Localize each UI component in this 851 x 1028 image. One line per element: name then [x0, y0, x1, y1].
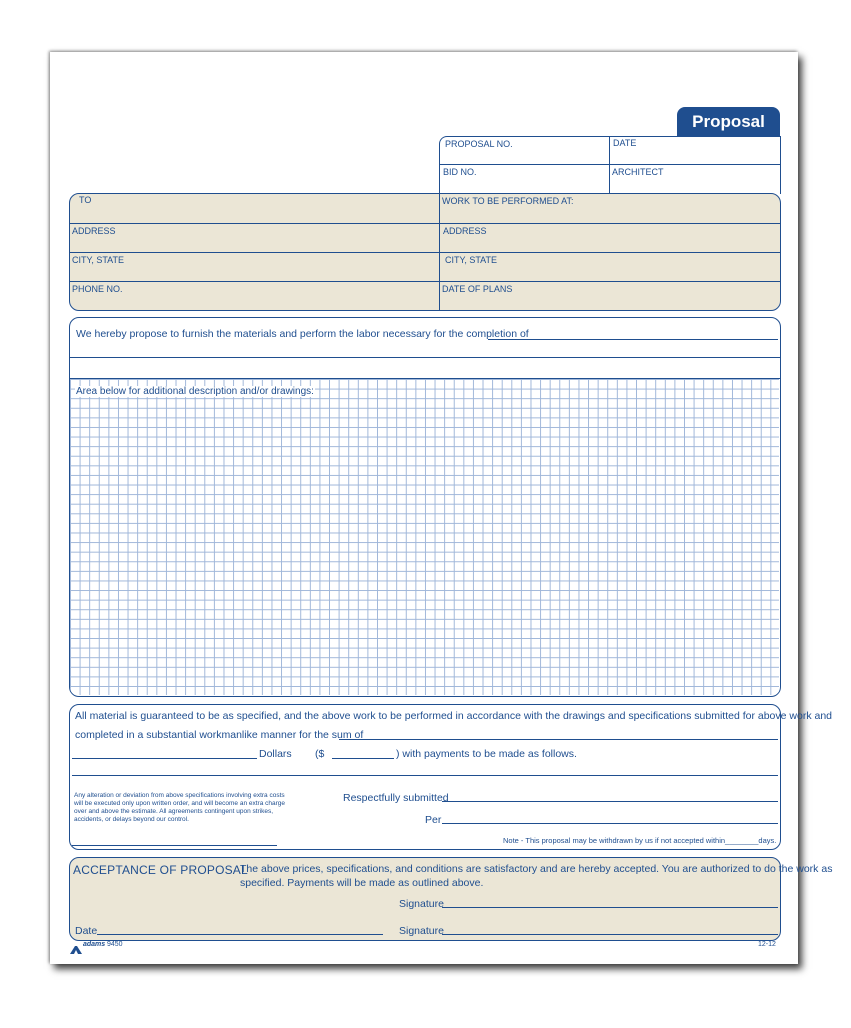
brand-name: adams — [83, 941, 106, 948]
bid-no-field[interactable] — [442, 178, 607, 192]
bid-no-label: BID NO. — [443, 167, 477, 177]
address-row-divider-2 — [69, 252, 781, 253]
proposal-form-sheet — [50, 52, 833, 964]
address-row-divider-1 — [69, 223, 781, 224]
proposal-no-field[interactable] — [442, 150, 607, 163]
form-title-tab: Proposal — [677, 107, 780, 137]
date-of-plans-label: DATE OF PLANS — [442, 284, 513, 294]
per-field[interactable] — [442, 823, 778, 824]
address-row-divider-3 — [69, 281, 781, 282]
description-line-divider — [69, 357, 781, 358]
terms-box — [69, 704, 781, 850]
alteration-fine-print: Any alteration or deviation from above specifications involving extra costs will be executed only upon written order, and will become an extra charge over and above the estimate. All agreements contingent upon strikes, accidents, or delays beyond our control. — [74, 792, 286, 823]
work-address-field[interactable] — [442, 236, 778, 250]
dollar-sign-label: ($ — [315, 748, 325, 760]
phone-field[interactable] — [72, 294, 436, 308]
client-address-label: ADDRESS — [72, 226, 116, 236]
description-box — [69, 317, 781, 697]
signature-1-field[interactable] — [442, 907, 778, 908]
payments-label: ) with payments to be made as follows. — [396, 748, 577, 760]
phone-label: PHONE NO. — [72, 284, 123, 294]
dollar-amount-field[interactable] — [332, 758, 394, 759]
proposal-no-label: PROPOSAL NO. — [445, 139, 513, 149]
date-field[interactable] — [612, 150, 778, 163]
sum-field[interactable] — [339, 739, 778, 740]
dollars-label: Dollars — [259, 748, 292, 760]
signature-2-label: Signature — [399, 925, 444, 937]
work-city-state-label: CITY, STATE — [445, 255, 498, 265]
per-label: Per — [425, 814, 442, 826]
description-intro-text: We hereby propose to furnish the materials and perform the labor necessary for the completion of — [76, 328, 529, 340]
drawing-area-label: Area below for additional description and/or drawings: — [76, 386, 314, 397]
signature-1-label: Signature — [399, 898, 444, 910]
completion-of-field[interactable] — [488, 339, 778, 340]
respectfully-submitted-field[interactable] — [442, 801, 778, 802]
acceptance-date-field[interactable] — [97, 934, 383, 935]
to-field[interactable] — [72, 206, 436, 221]
drawing-grid[interactable] — [70, 379, 779, 695]
client-city-state-label: CITY, STATE — [72, 255, 125, 265]
architect-field[interactable] — [612, 178, 778, 192]
acceptance-text-2: specified. Payments will be made as outlined above. — [240, 877, 484, 889]
grid-top-divider — [69, 378, 781, 379]
work-location-label: WORK TO BE PERFORMED AT: — [442, 196, 574, 206]
sum-words-field[interactable] — [72, 758, 257, 759]
client-city-state-field[interactable] — [72, 265, 436, 279]
work-city-state-field[interactable] — [442, 265, 778, 279]
form-number: 9450 — [107, 941, 123, 948]
payment-terms-line[interactable] — [72, 775, 778, 776]
architect-label: ARCHITECT — [612, 167, 664, 177]
terms-line-1: All material is guaranteed to be as specified, and the above work to be performed in accordance with the drawings and specifications submitted for above work and — [75, 710, 833, 722]
client-address-field[interactable] — [72, 236, 436, 250]
fine-print-underline — [72, 845, 277, 846]
acceptance-date-label: Date — [75, 925, 98, 937]
adams-logo-icon — [70, 941, 82, 949]
terms-line-2: completed in a substantial workmanlike manner for the sum of — [75, 729, 364, 741]
header-row-divider — [439, 164, 781, 165]
withdrawal-note: Note - This proposal may be withdrawn by us if not accepted within________days. — [503, 836, 777, 845]
acceptance-heading: ACCEPTANCE OF PROPOSAL — [73, 863, 248, 877]
acceptance-text-1: The above prices, specifications, and conditions are satisfactory and are hereby accepted. You are authorized to do the work as — [240, 863, 833, 875]
date-of-plans-field[interactable] — [442, 294, 778, 308]
revision-code: 12-12 — [758, 941, 776, 948]
signature-2-field[interactable] — [442, 934, 778, 935]
header-divider — [609, 136, 610, 194]
to-label: TO — [79, 195, 92, 205]
date-label: DATE — [613, 138, 637, 148]
work-address-label: ADDRESS — [443, 226, 487, 236]
respectfully-submitted-label: Respectfully submitted — [343, 792, 449, 804]
work-location-field[interactable] — [442, 206, 778, 221]
